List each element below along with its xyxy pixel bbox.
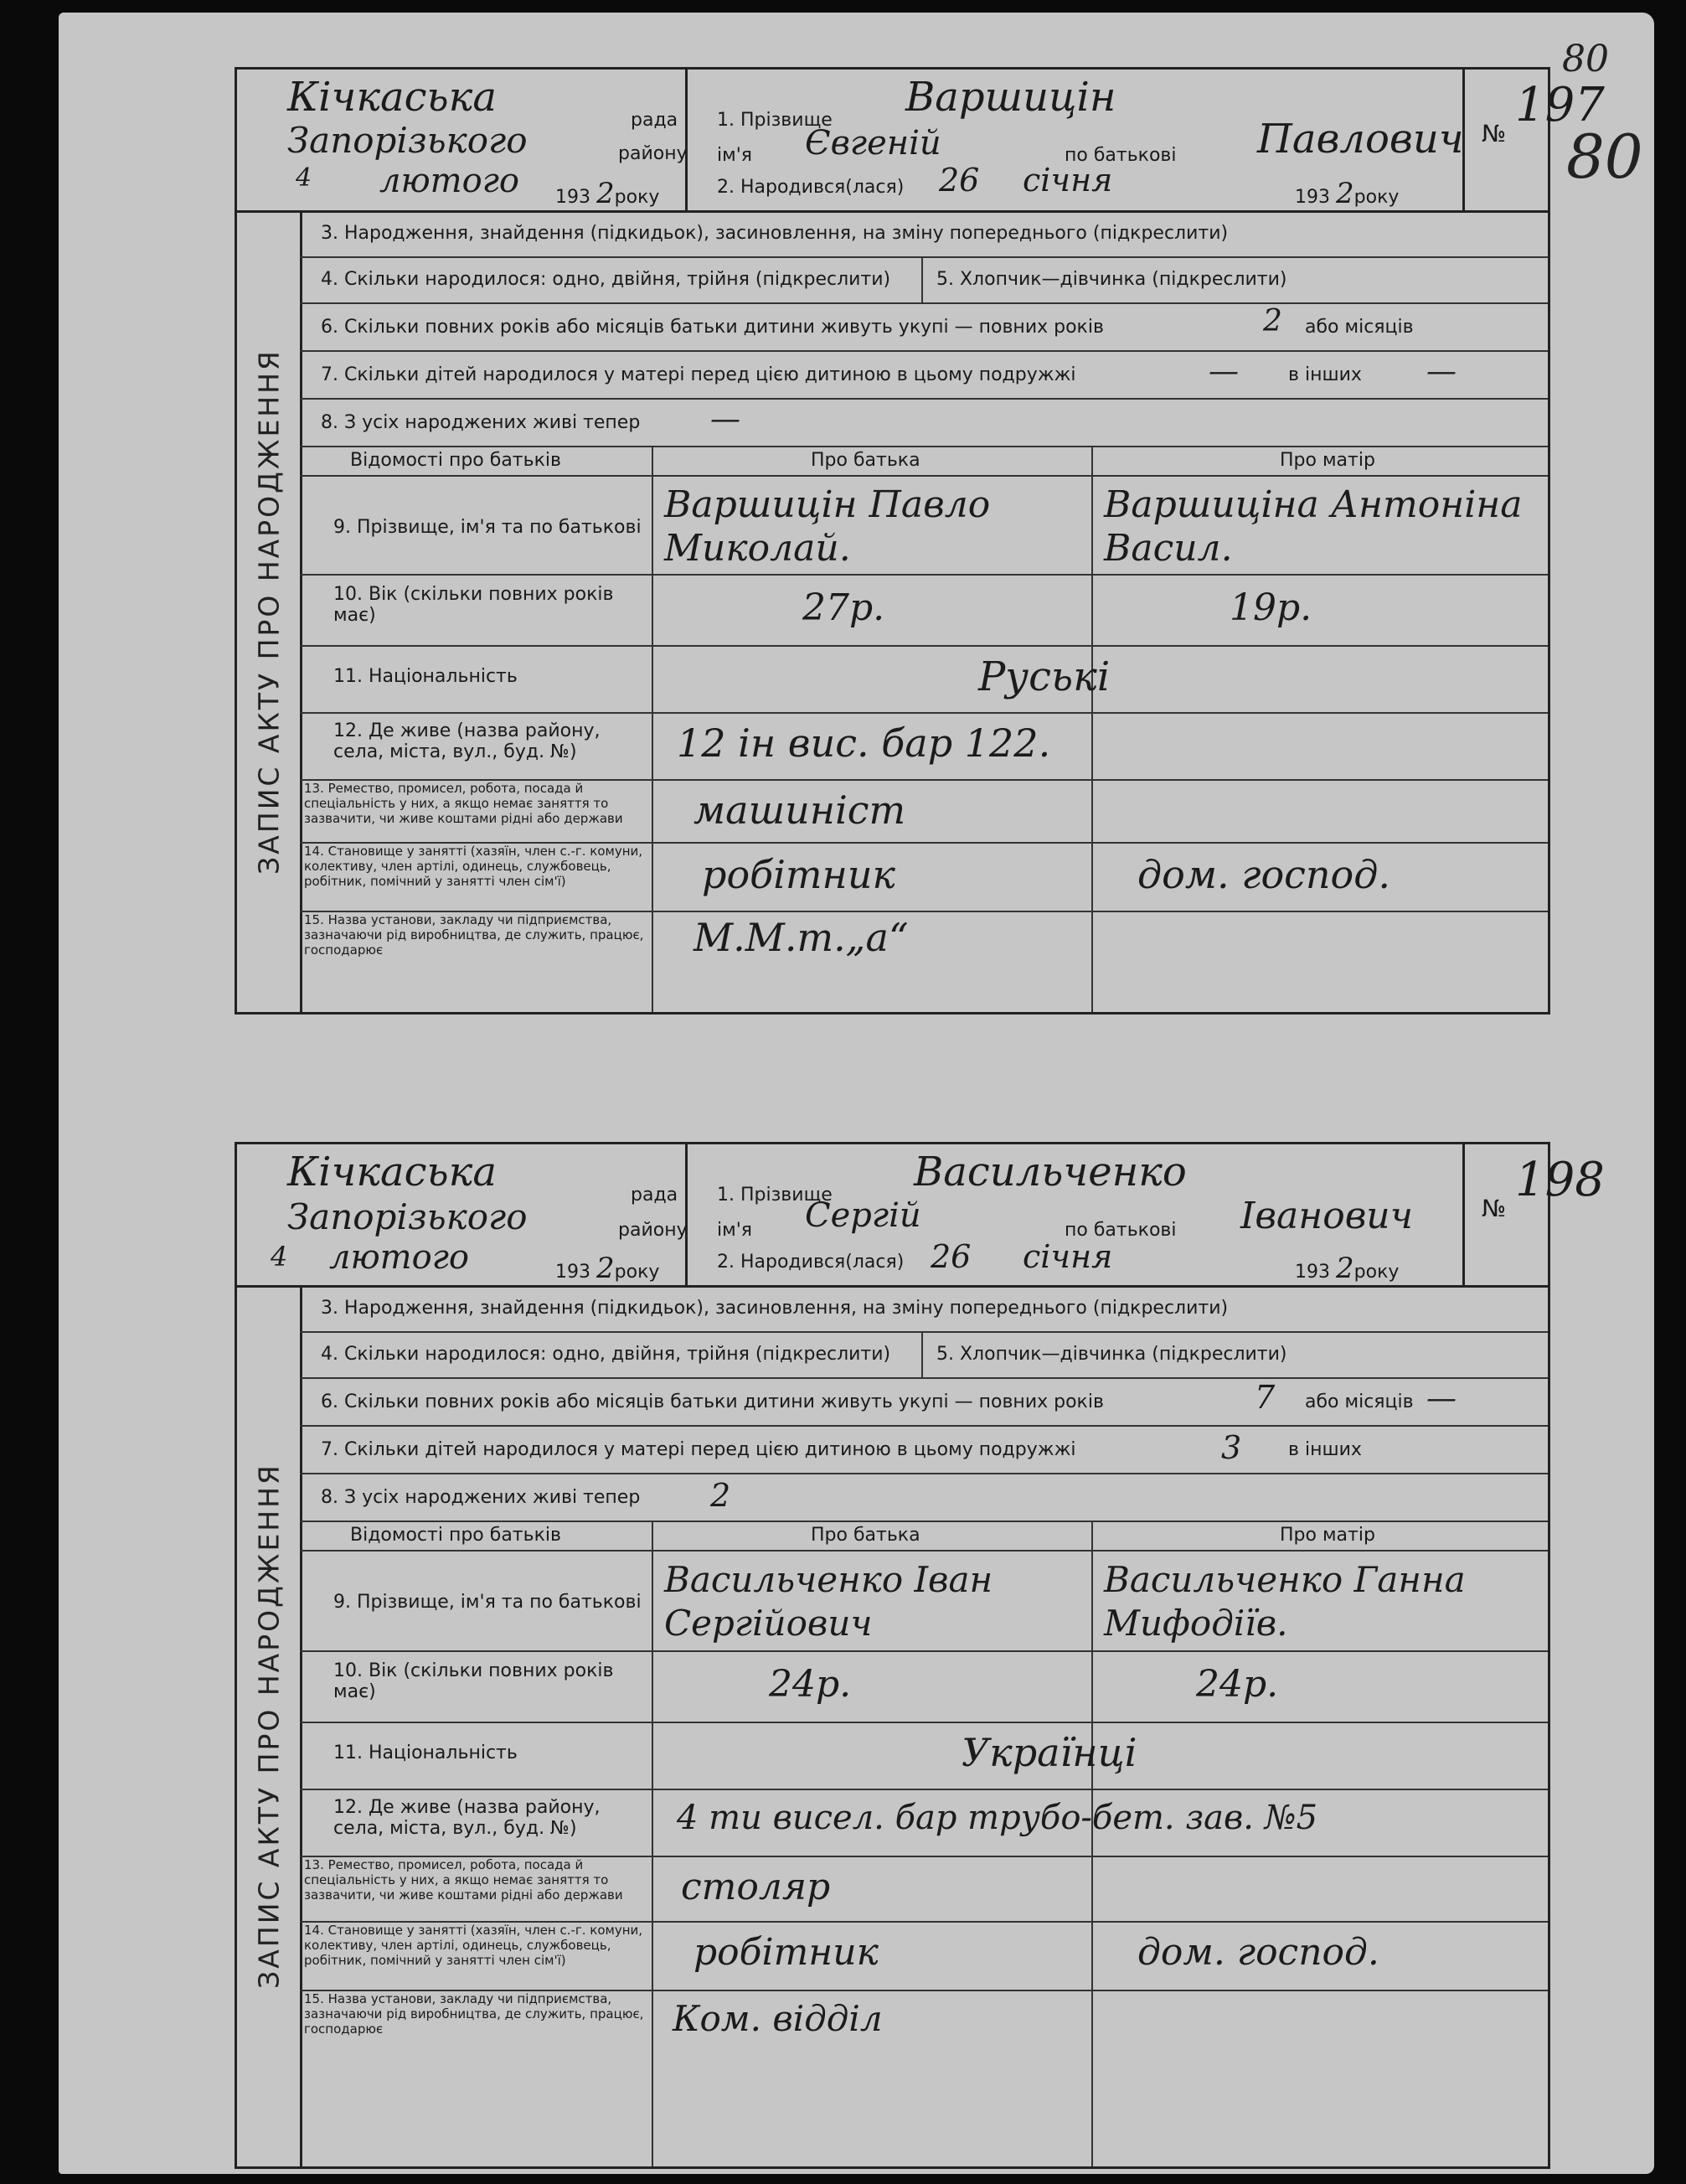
label-raion: району bbox=[618, 143, 688, 164]
label-patronymic: по батькові bbox=[1065, 145, 1177, 166]
hw-number: 197 bbox=[1515, 78, 1605, 132]
hw-name: Євгеній bbox=[805, 124, 941, 163]
record-header: Кічкаська рада Запорізького району 4 лютого 193 2року 1. Прізвище Васильченко ім'я Сергій по батькові Іванович 2. Народився(лася) 26 січня 193 2року № 198 bbox=[237, 1144, 1548, 1288]
label-rada: рада bbox=[631, 110, 678, 131]
label-surname: 1. Прізвище bbox=[717, 110, 833, 131]
row-8: 8. З усіх народжених живі тепер — bbox=[300, 398, 1548, 447]
side-title: ЗАПИС АКТУ ПРО НАРОДЖЕННЯ bbox=[237, 1285, 302, 2166]
hw-birth-month: січня bbox=[1023, 162, 1113, 199]
page-number-stamp: 80 bbox=[1566, 121, 1643, 192]
document-page bbox=[59, 13, 1654, 2174]
hw-patronymic: Павлович bbox=[1257, 116, 1464, 163]
parents-table: Відомості про батьків Про батька Про матір 9. Прізвище, ім'я та по батькові Варшицін Павло Миколай. Варшиціна Антоніна Васил. 10. Вік (скільки повних років має) 27р. 19р. 11. Національність Руські 12. Де живе (назва району, села, міста, вул., буд. №) 12 ін вис. бар 122. 13. Ремество, промисел, робота, посада й спеціальність у них, а якщо немає заняття то зазвачити, чи живе коштами рідні або держави машиніст 14. Становище у занятті (хазяїн, член с.-г. комуни, колективу, член артілі, одинець, службовець, робітник, помічний у занятті член сім'ї) робітник дом. господ. 15. Назва установи, закладу чи підприємства, зазначаючи рід виробництва, де служить, працює, господарює М.М.т.„а“ bbox=[300, 446, 1548, 1012]
birth-record-card: Кічкаська рада Запорізького району 4 лютого 193 2року 1. Прізвище Васильченко ім'я Сергій по батькові Іванович 2. Народився(лася) 26 січня 193 2року № 198 ЗАПИС АКТУ ПРО НАРОДЖЕННЯ 3. Народження, знайдення (підкидьок), засиновлення, на зміну попереднього (підкреслити) 4. Скільки народилося: одно, двійня, трійня (підкреслити) 5. Хлопчик—дівчинка (підкреслити) 6. Скільки повних років або місяців батьки дитини живуть укупі — повних років 7 або місяців — 7. Скільки дітей народилося у матері перед цією дитиною в цьому подружжі 3 в інших 8. З усіх народжених живі тепер 2 Відомості про батьків Про батька Про матір 9. Прізвище, ім'я та по батькові Васильченко Іван Сергійович Васильченко Ганна Мифодіїв. 10. Вік (скільки повних років має) 24р. 24р. 11. Національність Українці 12. Де живе (назва району, села, міста, вул., буд. №) 4 ти висел. бар трубо-бет. зав. №5 13. Ремество, промисел, робота, посада й спеціальність у них, а якщо немає заняття то зазвачити, чи живе коштами рідні або держави столяр 14. Становище у занятті (хазяїн, член с.-г. комуни, колективу, член артілі, одинець, службовець, робітник, помічний у занятті член сім'ї) робітник дом. господ. 15. Назва установи, закладу чи підприємства, зазначаючи рід виробництва, де служить, працює, господарює Ком. відділ bbox=[235, 1142, 1550, 2169]
hw-birth-day: 26 bbox=[939, 162, 980, 199]
label-name: ім'я bbox=[717, 145, 752, 166]
row-6: 6. Скільки повних років або місяців батьки дитини живуть укупі — повних років 2 або місяців bbox=[300, 302, 1548, 352]
label-birth-year: 193 2року bbox=[1295, 177, 1400, 210]
side-title: ЗАПИС АКТУ ПРО НАРОДЖЕННЯ bbox=[237, 210, 302, 1012]
label-born: 2. Народився(лася) bbox=[717, 177, 905, 198]
label-number: № bbox=[1482, 120, 1507, 147]
hw-reg-day: 4 bbox=[296, 163, 312, 193]
page-number-top: 80 bbox=[1562, 38, 1609, 80]
hw-reg-month: лютого bbox=[379, 162, 519, 200]
hw-surname: Варшицін bbox=[905, 74, 1116, 121]
label-year: 193 2року bbox=[555, 177, 660, 210]
hw-raion: Запорізького bbox=[287, 120, 528, 161]
row-7: 7. Скільки дітей народилося у матері перед цією дитиною в цьому подружжі — в інших — bbox=[300, 350, 1548, 400]
row-3: 3. Народження, знайдення (підкидьок), засиновлення, на зміну попереднього (підкреслити) bbox=[300, 210, 1548, 258]
hw-rada: Кічкаська bbox=[287, 1149, 497, 1195]
row-4-5: 4. Скільки народилося: одно, двійня, трійня (підкреслити) 5. Хлопчик—дівчинка (підкреслити) bbox=[300, 256, 1548, 304]
hw-rada: Кічкаська bbox=[287, 74, 497, 121]
hw-raion: Запорізького bbox=[287, 1196, 528, 1237]
hw-number: 198 bbox=[1515, 1153, 1605, 1207]
parents-table: Відомості про батьків Про батька Про матір 9. Прізвище, ім'я та по батькові Васильченко Іван Сергійович Васильченко Ганна Мифодіїв. 10. Вік (скільки повних років має) 24р. 24р. 11. Національність Українці 12. Де живе (назва району, села, міста, вул., буд. №) 4 ти висел. бар трубо-бет. зав. №5 13. Ремество, промисел, робота, посада й спеціальність у них, а якщо немає заняття то зазвачити, чи живе коштами рідні або держави столяр 14. Становище у занятті (хазяїн, член с.-г. комуни, колективу, член артілі, одинець, службовець, робітник, помічний у занятті член сім'ї) робітник дом. господ. 15. Назва установи, закладу чи підприємства, зазначаючи рід виробництва, де служить, працює, господарює Ком. відділ bbox=[300, 1521, 1548, 2166]
